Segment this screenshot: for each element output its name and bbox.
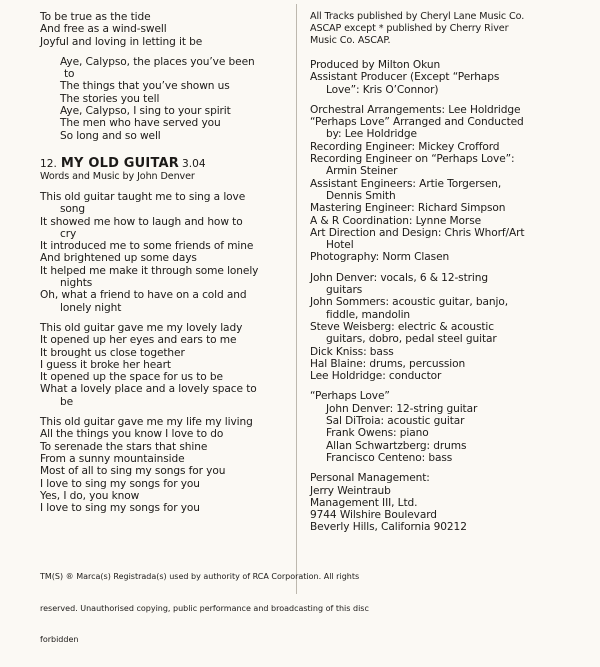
management-line: Jerry Weintraub bbox=[310, 484, 391, 497]
credit-line: Assistant Producer (Except “Perhaps bbox=[310, 71, 500, 84]
copyright-notice bbox=[40, 551, 369, 667]
stanza-2 bbox=[40, 322, 290, 408]
credit-line: “Perhaps Love” Arranged and Conducted bbox=[310, 116, 524, 129]
lyric-line: It introduced me to some friends of mine bbox=[40, 240, 254, 253]
lyric-line: So long and so well bbox=[60, 129, 161, 142]
lyric-line: It brought us close together bbox=[40, 346, 185, 359]
lyric-line: What a lovely place and a lovely space to bbox=[40, 383, 257, 396]
copyright-line: forbidden bbox=[40, 635, 79, 644]
song-heading bbox=[40, 156, 290, 171]
credit-line: John Sommers: acoustic guitar, banjo, bbox=[310, 296, 509, 309]
stanza-1 bbox=[40, 191, 290, 314]
credit-line: Steve Weisberg: electric & acoustic bbox=[310, 320, 494, 333]
copyright-line: TM(S) ® Marca(s) Registrada(s) used by authority of RCA Corporation. All rights bbox=[40, 572, 360, 581]
credits-column bbox=[310, 11, 590, 534]
song-title: MY OLD GUITAR bbox=[60, 155, 179, 171]
lyric-line: And free as a wind-swell bbox=[40, 23, 167, 36]
lyric-line: It showed me how to laugh and how to bbox=[40, 215, 243, 228]
credit-line: by: Lee Holdridge bbox=[326, 128, 417, 141]
credit-line: Photography: Norm Clasen bbox=[310, 251, 450, 264]
production-credits bbox=[310, 59, 590, 96]
lyric-line: This old guitar gave me my life my living bbox=[40, 416, 253, 429]
management-line: Beverly Hills, California 90212 bbox=[310, 521, 467, 534]
credit-line: John Denver: 12-string guitar bbox=[326, 402, 478, 415]
credit-line: Mastering Engineer: Richard Simpson bbox=[310, 202, 506, 215]
verse-1 bbox=[40, 11, 290, 48]
credit-line: Recording Engineer on “Perhaps Love”: bbox=[310, 153, 515, 166]
column-divider bbox=[296, 4, 297, 594]
publishing-line: ASCAP except * published by Cherry River bbox=[310, 23, 509, 34]
stanza-3 bbox=[40, 416, 290, 514]
song-number: 12. bbox=[40, 157, 57, 170]
credit-line: Frank Owens: piano bbox=[326, 427, 429, 440]
management-line: Personal Management: bbox=[310, 472, 430, 485]
lyrics-column bbox=[40, 11, 290, 514]
lyric-line: Joyful and loving in letting it be bbox=[40, 35, 203, 48]
credit-line: Sal DiTroia: acoustic guitar bbox=[326, 415, 465, 428]
management-info bbox=[310, 472, 590, 533]
credit-line: A & R Coordination: Lynne Morse bbox=[310, 214, 482, 227]
lyric-line: lonely night bbox=[60, 301, 122, 314]
management-line: Management III, Ltd. bbox=[310, 496, 418, 509]
credit-line: Love”: Kris O’Connor) bbox=[326, 83, 439, 96]
credit-line: Allan Schwartzberg: drums bbox=[326, 439, 467, 452]
chorus bbox=[40, 56, 290, 142]
management-line: 9744 Wilshire Boulevard bbox=[310, 509, 437, 522]
lyric-line: All the things you know I love to do bbox=[40, 428, 224, 441]
copyright-line: reserved. Unauthorised copying, public performance and broadcasting of this disc bbox=[40, 603, 369, 613]
credit-line: Hotel bbox=[326, 239, 354, 252]
credit-line: John Denver: vocals, 6 & 12-string bbox=[310, 271, 488, 284]
publishing-line: Music Co. ASCAP. bbox=[310, 35, 391, 46]
lyric-line: Aye, Calypso, I sing to your spirit bbox=[60, 105, 231, 118]
credit-line: Orchestral Arrangements: Lee Holdridge bbox=[310, 103, 521, 116]
credit-line: Armin Steiner bbox=[326, 165, 398, 178]
credit-line: Recording Engineer: Mickey Crofford bbox=[310, 140, 500, 153]
lyric-line: It helped me make it through some lonely bbox=[40, 264, 259, 277]
credit-line: Hal Blaine: drums, percussion bbox=[310, 357, 466, 370]
credit-line: Produced by Milton Okun bbox=[310, 59, 441, 71]
credit-line: Dick Kniss: bass bbox=[310, 345, 394, 358]
perhaps-love-credits bbox=[310, 390, 590, 464]
lyric-line: I love to sing my songs for you bbox=[40, 477, 200, 490]
lyric-line: And brightened up some days bbox=[40, 252, 197, 265]
lyric-line: be bbox=[60, 395, 74, 408]
songwriter-credit: Words and Music by John Denver bbox=[40, 170, 195, 182]
song-duration: 3.04 bbox=[181, 157, 206, 170]
lyric-line: It opened up the space for us to be bbox=[40, 371, 223, 384]
credit-line: “Perhaps Love” bbox=[310, 390, 390, 403]
credit-line: Dennis Smith bbox=[326, 189, 396, 202]
lyric-line: cry bbox=[60, 227, 77, 240]
credit-line: guitars, dobro, pedal steel guitar bbox=[326, 333, 497, 346]
lyric-line: Oh, what a friend to have on a cold and bbox=[40, 289, 247, 302]
lyric-line: to bbox=[64, 68, 75, 81]
lyric-line: To serenade the stars that shine bbox=[40, 440, 208, 453]
lyric-line: To be true as the tide bbox=[40, 11, 151, 23]
lyric-line: This old guitar gave me my lovely lady bbox=[40, 321, 243, 334]
credit-line: fiddle, mandolin bbox=[326, 308, 411, 321]
lyric-line: I love to sing my songs for you bbox=[40, 502, 200, 515]
lyric-line: song bbox=[60, 203, 86, 216]
publishing-info bbox=[310, 11, 590, 47]
lyric-line: This old guitar taught me to sing a love bbox=[40, 190, 246, 203]
credit-line: Lee Holdridge: conductor bbox=[310, 370, 442, 383]
publishing-line: All Tracks published by Cheryl Lane Music Co. bbox=[310, 11, 525, 22]
lyric-line: Most of all to sing my songs for you bbox=[40, 465, 226, 478]
engineering-credits bbox=[310, 104, 590, 264]
credit-line: Art Direction and Design: Chris Whorf/Art bbox=[310, 226, 525, 239]
lyric-line: The things that you’ve shown us bbox=[60, 80, 230, 93]
lyric-line: Yes, I do, you know bbox=[40, 489, 140, 502]
lyric-line: Aye, Calypso, the places you’ve been bbox=[60, 55, 255, 68]
lyric-line: I guess it broke her heart bbox=[40, 358, 171, 371]
lyric-line: From a sunny mountainside bbox=[40, 452, 185, 465]
credit-line: guitars bbox=[326, 284, 363, 297]
lyric-line: It opened up her eyes and ears to me bbox=[40, 334, 237, 347]
lyric-line: The stories you tell bbox=[60, 92, 160, 105]
credit-line: Assistant Engineers: Artie Torgersen, bbox=[310, 177, 502, 190]
musician-credits bbox=[310, 272, 590, 383]
credit-line: Francisco Centeno: bass bbox=[326, 451, 453, 464]
lyric-line: nights bbox=[60, 277, 93, 290]
lyric-line: The men who have served you bbox=[60, 117, 221, 130]
